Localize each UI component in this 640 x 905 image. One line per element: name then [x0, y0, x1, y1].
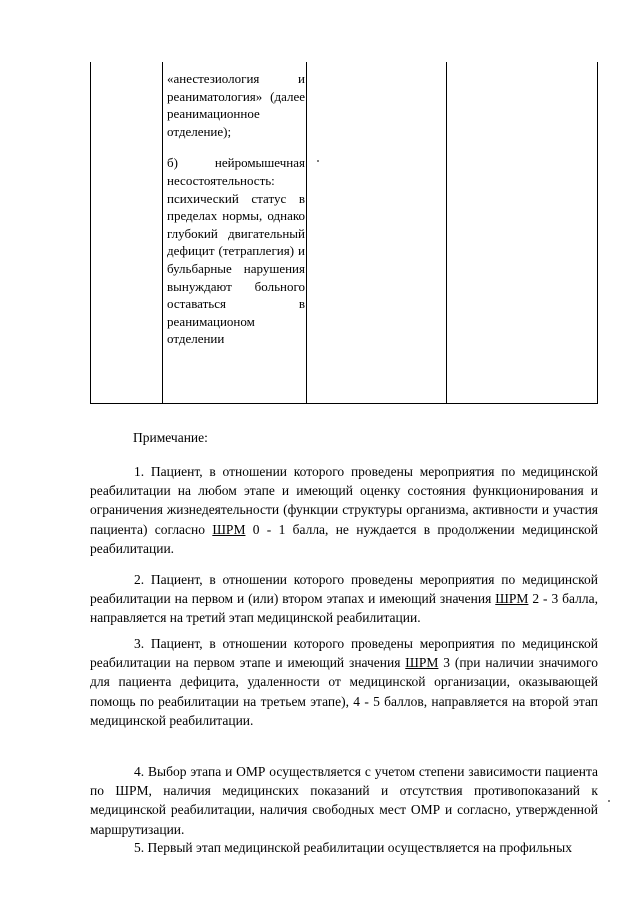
note-2-text: 2. Пациент, в отношении которого проведены мероприятия по медицинской реабилитации на первом и (или) втором этапах и имеющий значения [90, 572, 598, 607]
note-title: Примечание: [133, 430, 208, 445]
note-1 [90, 462, 598, 558]
cell-paragraph-1: «анестезиология и реаниматология» (далее реанимационное отделение); [167, 71, 305, 139]
table-column-divider [306, 62, 307, 404]
scan-speck [608, 800, 610, 802]
shrm-link[interactable]: ШРМ [212, 521, 246, 537]
note-2 [90, 570, 598, 628]
note-3 [90, 634, 598, 730]
note-5: 5. Первый этап медицинской реабилитации осуществляется на профильных [134, 840, 572, 855]
table-cell-description [167, 70, 305, 348]
shrm-link[interactable]: ШРМ [495, 591, 529, 607]
scan-speck [317, 160, 319, 162]
note-3-text-end: 3 (при наличии значимого для пациента дефицита, удаленности от медицинской организации, оказывающей помощь по реабилитации на третьем этапе), 4 - 5 баллов, направляется на второй этап медицинской реабилитации. [90, 655, 599, 728]
note-1-text: 1. Пациент, в отношении которого проведены мероприятия по медицинской реабилитации на любом этапе и имеющий оценку состояния функционирования и ограничения жизнедеятельности (функции структуры организма, активности и участия пациента) согласно [90, 464, 598, 537]
note-4: 4. Выбор этапа и ОМР осуществляется с учетом степени зависимости пациента по ШРМ, наличия медицинских показаний и отсутствия противопоказаний к медицинской реабилитации, наличия свободных мест ОМР и согласно, утвержденной маршрутизации. [90, 764, 598, 837]
table-column-divider [162, 62, 163, 404]
shrm-link[interactable]: ШРМ [405, 655, 439, 671]
note-1-text-end: 0 - 1 балла, не нуждается в продолжении медицинской реабилитации. [90, 521, 598, 556]
cell-paragraph-2: б) нейромышечная несостоятельность: психический статус в пределах нормы, однако глубокий двигательный дефицит (тетраплегия) и бульбарные нарушения вынуждают больного оставаться в реанимационом отделении [167, 155, 305, 347]
table-bottom-border [90, 403, 598, 404]
note-3-text: 3. Пациент, в отношении которого проведены мероприятия по медицинской реабилитации на первом этапе и имеющий значения [90, 636, 598, 671]
table-column-divider [446, 62, 447, 404]
table-border-left [90, 62, 91, 404]
note-2-text-end: 2 - 3 балла, направляется на третий этап медицинской реабилитации. [90, 591, 598, 626]
table-border-right [597, 62, 598, 404]
